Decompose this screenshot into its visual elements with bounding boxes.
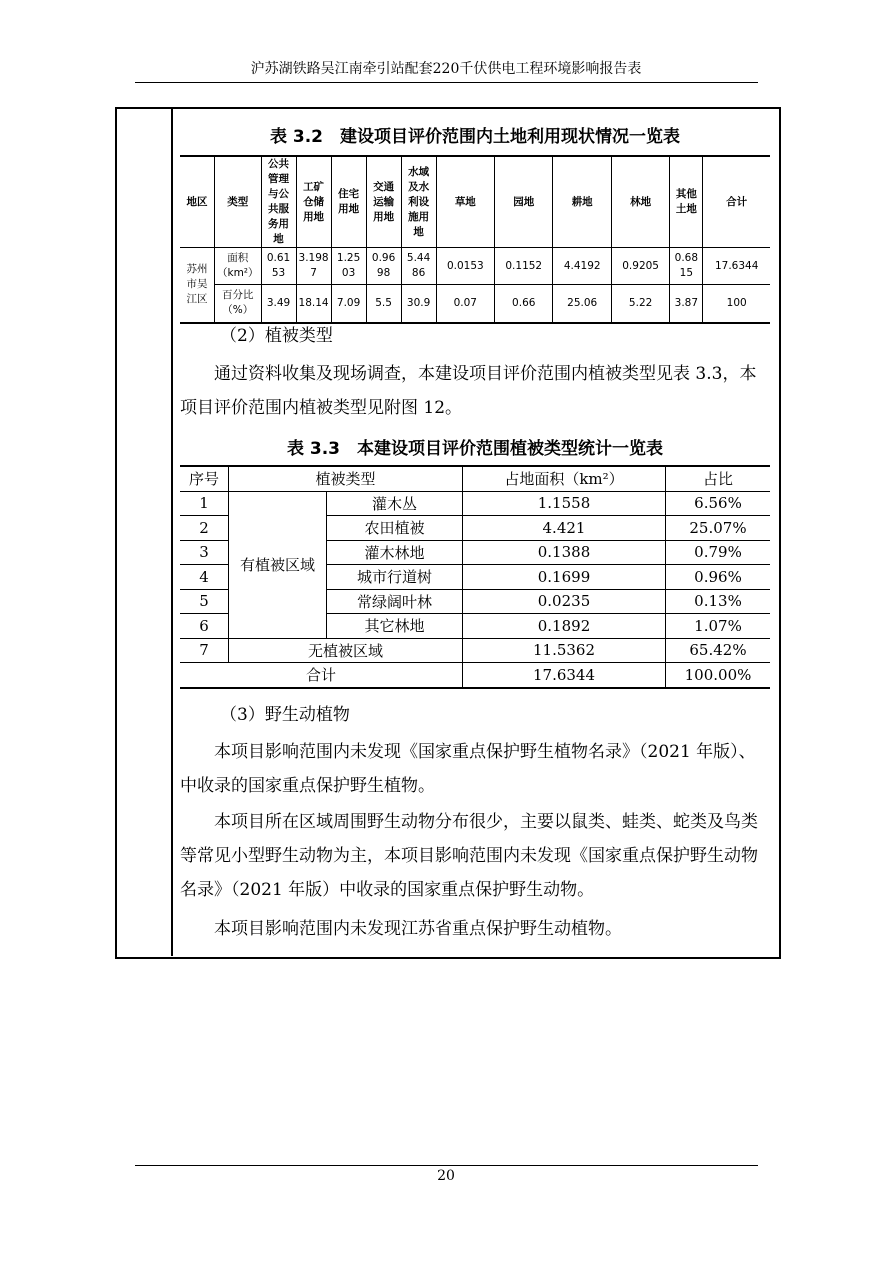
- th-other: 其他土地: [670, 156, 703, 248]
- cell-area: 0.1699: [463, 565, 666, 590]
- cell-pct: 1.07%: [666, 614, 771, 639]
- cell-pct: 7.09: [331, 285, 366, 323]
- cell-type: 农田植被: [327, 516, 463, 541]
- cell-area: 11.5362: [463, 638, 666, 663]
- cell-no: 7: [180, 638, 229, 663]
- cell-type: 其它林地: [327, 614, 463, 639]
- cell-area-total: 17.6344: [703, 248, 770, 285]
- table-3-3-caption: 表 3.3 本建设项目评价范围植被类型统计一览表: [286, 439, 664, 459]
- th-farm: 耕地: [553, 156, 611, 248]
- cell-pct: 0.66: [495, 285, 553, 323]
- cell-no: 2: [180, 516, 229, 541]
- cell-pct: 30.9: [401, 285, 436, 323]
- cell-pct: 65.42%: [666, 638, 771, 663]
- cell-area: 4.4192: [553, 248, 611, 285]
- cell-area: 0.9698: [366, 248, 401, 285]
- cell-pct: 25.07%: [666, 516, 771, 541]
- cell-area: 0.0235: [463, 589, 666, 614]
- cell-pct-total: 100: [703, 285, 770, 323]
- cell-no: 5: [180, 589, 229, 614]
- cell-area: 0.9205: [611, 248, 669, 285]
- footer-rule: [135, 1165, 758, 1166]
- section-3-paragraph-3: 本项目影响范围内未发现江苏省重点保护野生动植物。: [214, 919, 622, 939]
- cell-total-label: 合计: [180, 663, 463, 688]
- th-region: 地区: [180, 156, 215, 248]
- land-use-table: [180, 155, 770, 324]
- cell-area: 1.2503: [331, 248, 366, 285]
- cell-no: 6: [180, 614, 229, 639]
- cell-area: 0.6153: [261, 248, 296, 285]
- cell-area: 4.421: [463, 516, 666, 541]
- cell-pct-label: 百分比（%）: [215, 285, 262, 323]
- cell-pct: 0.07: [436, 285, 494, 323]
- th-industrial: 工矿仓储用地: [296, 156, 331, 248]
- section-2-paragraph: 通过资料收集及现场调查，本建设项目评价范围内植被类型见表 3.3，本项目评价范围内植被类型见附图 12。: [180, 364, 757, 418]
- th-type: 类型: [215, 156, 262, 248]
- page-number: 20: [437, 1168, 455, 1184]
- cell-pct: 3.87: [670, 285, 703, 323]
- header-rule: [135, 82, 758, 83]
- th-transport: 交通运输用地: [366, 156, 401, 248]
- vegetation-table: [180, 465, 770, 689]
- form-column-divider: [171, 108, 173, 956]
- cell-pct: 18.14: [296, 285, 331, 323]
- running-header: 沪苏湖铁路吴江南牵引站配套220千伏供电工程环境影响报告表: [250, 61, 642, 77]
- cell-area: 0.1892: [463, 614, 666, 639]
- section-3-title: （3）野生动植物: [220, 705, 350, 725]
- th-water: 水域及水利设施用地: [401, 156, 436, 248]
- cell-no: 4: [180, 565, 229, 590]
- cell-total-pct: 100.00%: [666, 663, 771, 688]
- th-public: 公共管理与公共服务用地: [261, 156, 296, 248]
- cell-pct: 5.22: [611, 285, 669, 323]
- th-area: 占地面积（km²）: [463, 466, 666, 491]
- th-garden: 园地: [495, 156, 553, 248]
- cell-area: 1.1558: [463, 491, 666, 516]
- th-residential: 住宅用地: [331, 156, 366, 248]
- cell-pct: 25.06: [553, 285, 611, 323]
- cell-area: 3.1987: [296, 248, 331, 285]
- cell-region: 苏州市吴江区: [180, 248, 215, 323]
- th-grass: 草地: [436, 156, 494, 248]
- section-3-paragraph-1: 本项目影响范围内未发现《国家重点保护野生植物名录》（2021 年版）、中收录的国家重点保护野生植物。: [180, 742, 756, 796]
- cell-area: 0.0153: [436, 248, 494, 285]
- cell-type: 灌木林地: [327, 540, 463, 565]
- cell-type: 灌木丛: [327, 491, 463, 516]
- th-forest: 林地: [611, 156, 669, 248]
- cell-area: 0.1152: [495, 248, 553, 285]
- cell-pct: 6.56%: [666, 491, 771, 516]
- th-no: 序号: [180, 466, 229, 491]
- cell-no: 3: [180, 540, 229, 565]
- th-total: 合计: [703, 156, 770, 248]
- cell-no: 1: [180, 491, 229, 516]
- cell-area: 0.1388: [463, 540, 666, 565]
- cell-pct: 0.96%: [666, 565, 771, 590]
- cell-pct: 0.79%: [666, 540, 771, 565]
- cell-type: 城市行道树: [327, 565, 463, 590]
- th-vegetation-type: 植被类型: [229, 466, 463, 491]
- cell-pct: 3.49: [261, 285, 296, 323]
- th-pct: 占比: [666, 466, 771, 491]
- cell-group-vegetated: 有植被区域: [229, 491, 327, 638]
- section-2-title: （2）植被类型: [220, 326, 333, 346]
- cell-area-label: 面积（km²）: [215, 248, 262, 285]
- cell-area: 0.6815: [670, 248, 703, 285]
- section-3-paragraph-2: 本项目所在区域周围野生动物分布很少，主要以鼠类、蛙类、蛇类及鸟类等常见小型野生动物为主，本项目影响范围内未发现《国家重点保护野生动物名录》（2021 年版）中收录的国家重点保护野生动物。: [180, 812, 758, 900]
- cell-pct: 5.5: [366, 285, 401, 323]
- table-3-2-caption: 表 3.2 建设项目评价范围内土地利用现状情况一览表: [269, 127, 681, 147]
- cell-type: 常绿阔叶林: [327, 589, 463, 614]
- cell-type-nonvegetated: 无植被区域: [229, 638, 463, 663]
- cell-area: 5.4486: [401, 248, 436, 285]
- cell-pct: 0.13%: [666, 589, 771, 614]
- cell-total-area: 17.6344: [463, 663, 666, 688]
